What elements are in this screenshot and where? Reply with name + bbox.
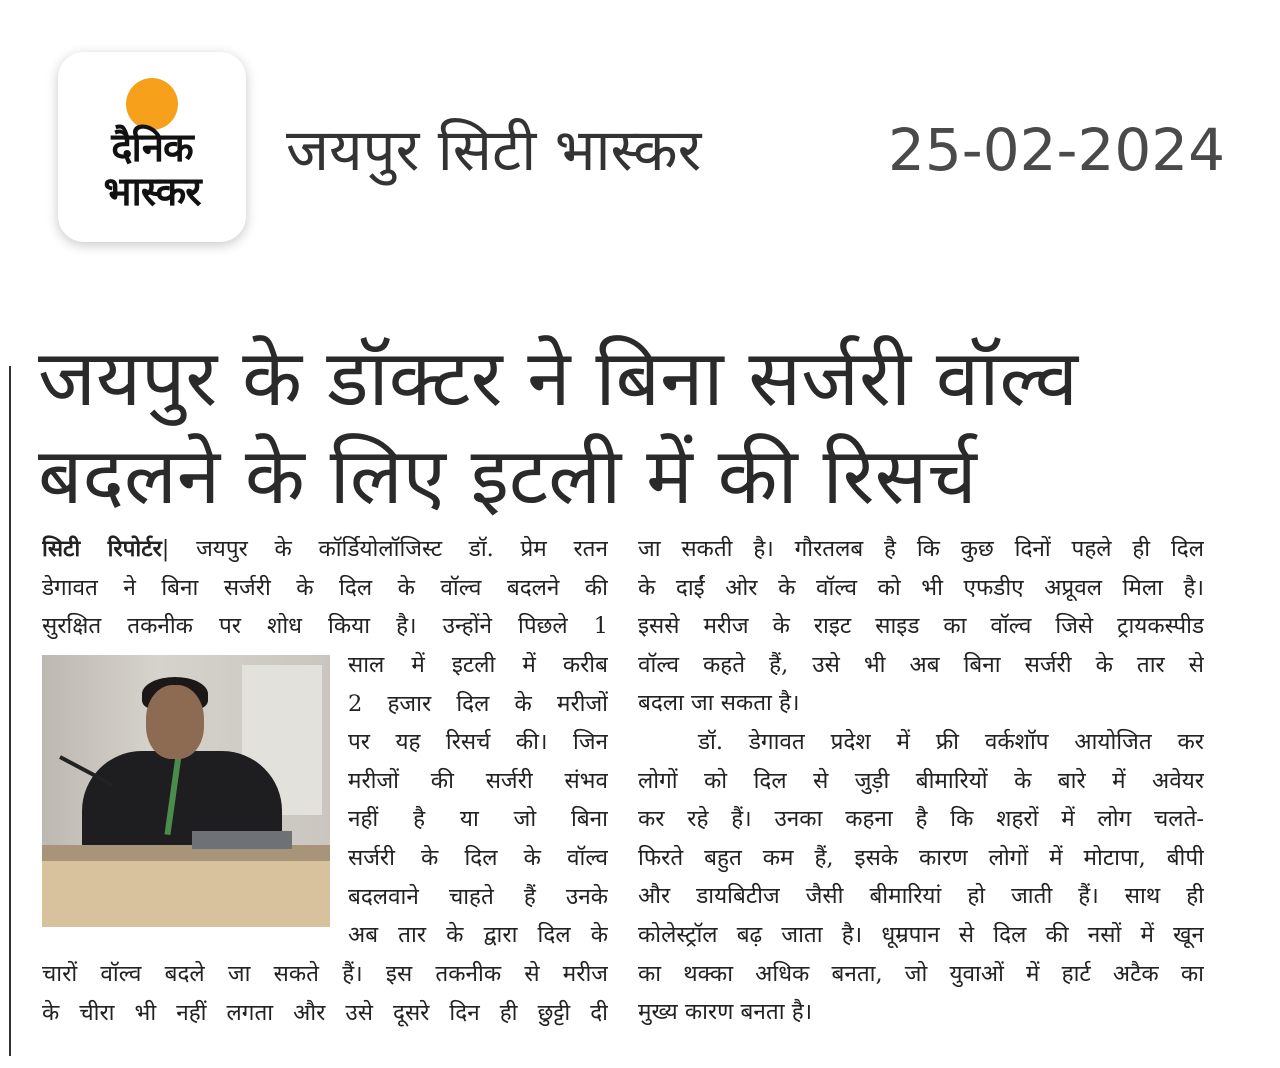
- text-line: मुख्य कारण बनता है।: [638, 999, 813, 1026]
- photo-wrap-column: [348, 646, 608, 955]
- text-line: सुरक्षित तकनीक पर शोध किया है। उन्होंने पिछले 1: [42, 613, 608, 640]
- publication-name: जयपुर सिटी भास्कर: [286, 116, 702, 184]
- left-column-bottom: [42, 955, 608, 1032]
- logo-sun-icon: [126, 78, 178, 130]
- text-line: चारों वॉल्व बदले जा सकते हैं। इस तकनीक से मरीज: [42, 961, 608, 987]
- text-line-rest: | जयपुर के कॉर्डियोलॉजिस्ट डॉ. प्रेम रतन: [161, 536, 608, 562]
- text-line: मरीजों की सर्जरी संभव: [348, 767, 608, 794]
- text-line: के चीरा भी नहीं लगता और उसे दूसरे दिन ही छुट्टी दी: [42, 999, 608, 1026]
- text-line: जा सकती है। गौरतलब है कि कुछ दिनों पहले ही दिल: [638, 536, 1204, 562]
- text-line: पर यह रिसर्च की। जिन: [348, 729, 608, 756]
- text-line: साल में इटली में करीब: [348, 652, 608, 678]
- text-line: वॉल्व कहते हैं, उसे भी अब बिना सर्जरी के तार से: [638, 651, 1204, 678]
- text-line: 2 हजार दिल के मरीजों: [348, 690, 608, 717]
- text-line: कोलेस्ट्रॉल बढ़ जाता है। धूम्रपान से दिल की नसों में खून: [638, 921, 1204, 948]
- headline: [38, 330, 1238, 526]
- headline-line: बदलने के लिए इटली में की रिसर्च: [38, 432, 977, 522]
- text-line: कर रहे हैं। उनका कहना है कि शहरों में लोग चलते-: [638, 806, 1204, 833]
- publication-date: 25-02-2024: [888, 116, 1226, 184]
- logo-word-top: दैनिक: [111, 125, 193, 171]
- byline: सिटी रिपोर्टर: [42, 536, 162, 562]
- text-line: अब तार के द्वारा दिल के: [348, 922, 608, 949]
- logo-word-bottom: भास्कर: [103, 169, 201, 215]
- text-line: [42, 530, 608, 569]
- text-line: इससे मरीज के राइट साइड का वॉल्व जिसे ट्रायकस्पीड: [638, 613, 1204, 640]
- text-line: बदला जा सकता है।: [638, 690, 800, 717]
- text-line: डेगावत ने बिना सर्जरी के दिल के वॉल्व बदलने की: [42, 574, 608, 601]
- right-column: [638, 530, 1204, 1032]
- headline-line: जयपुर के डॉक्टर ने बिना सर्जरी वॉल्व: [38, 334, 1078, 424]
- left-column-top: [42, 530, 608, 646]
- text-line: और डायबिटीज जैसी बीमारियां हो जाती हैं। साथ ही: [638, 883, 1204, 910]
- text-line: के दाईं ओर के वॉल्व को भी एफडीए अप्रूवल मिला है।: [638, 574, 1204, 601]
- text-line: सर्जरी के दिल के वॉल्व: [348, 844, 608, 871]
- column-rule: [9, 366, 11, 1056]
- text-line: लोगों को दिल से जुड़ी बीमारियों के बारे में अवेयर: [638, 767, 1204, 794]
- text-line: फिरते बहुत कम हैं, इसके कारण लोगों में मोटापा, बीपी: [638, 844, 1204, 871]
- text-line: बदलवाने चाहते हैं उनके: [348, 883, 608, 910]
- text-line: का थक्का अधिक बनता, जो युवाओं में हार्ट अटैक का: [638, 960, 1204, 987]
- text-line: डॉ. डेगावत प्रदेश में फ्री वर्कशॉप आयोजित कर: [698, 728, 1204, 755]
- text-line: नहीं है या जो बिना: [348, 806, 608, 833]
- article-photo: [42, 655, 330, 927]
